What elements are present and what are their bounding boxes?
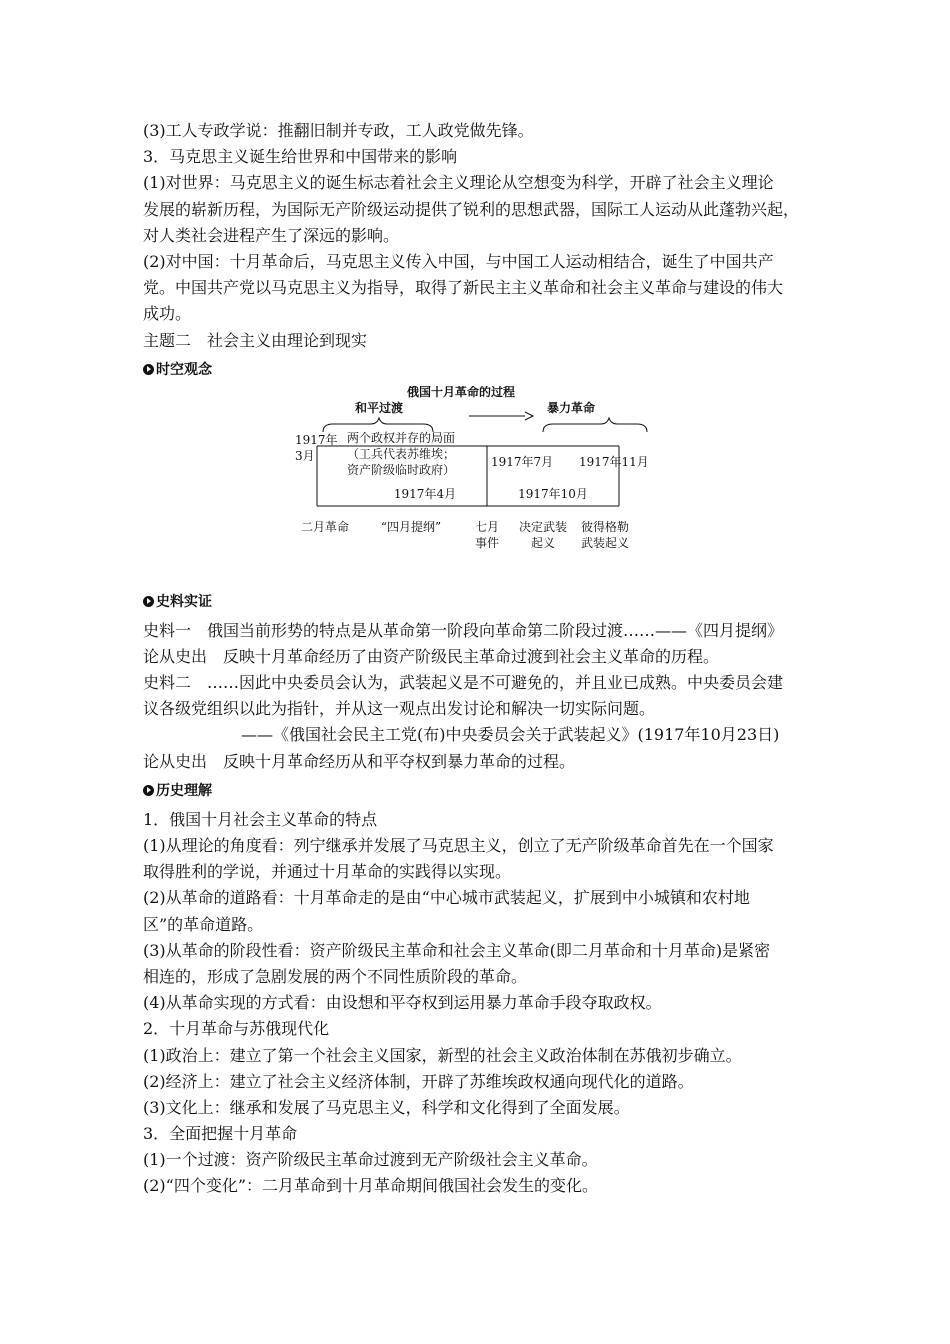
text-line: 论从史出 反映十月革命经历从和平夺权到暴力革命的过程。: [143, 751, 576, 771]
text-line: (1)政治上：建立了第一个社会主义国家，新型的社会主义政治体制在苏俄初步确立。: [143, 1045, 742, 1065]
text-line: (2)对中国：十月革命后，马克思主义传入中国，与中国工人运动相结合，诞生了中国共产: [143, 251, 774, 271]
section-heading-label: 历史理解: [156, 782, 212, 799]
right-brace: [543, 418, 647, 432]
text-line: 发展的崭新历程，为国际无产阶级运动提供了锐利的思想武器，国际工人运动从此蓬勃兴起，: [143, 199, 800, 219]
topic-title: 主题二 社会主义由理论到现实: [143, 330, 368, 350]
text-line: (3)从革命的阶段性看：资产阶级民主革命和社会主义革命(即二月革命和十月革命)是紧密: [143, 940, 771, 960]
text-line: 论从史出 反映十月革命经历了由资产阶级民主革命过渡到社会主义革命的历程。: [143, 646, 720, 666]
text-line: 成功。: [143, 304, 192, 324]
text-line: 2．十月革命与苏俄现代化: [143, 1019, 330, 1039]
play-circle-icon: [143, 596, 154, 607]
date-july: 1917年7月: [491, 454, 554, 469]
text-line: 区”的革命道路。: [143, 914, 264, 934]
play-circle-icon: [143, 364, 154, 375]
phase-right-label: 暴力革命: [546, 400, 596, 415]
event-april: “四月提纲”: [380, 519, 442, 534]
phase-arrow-head: [525, 412, 533, 420]
section-heading-understanding: [143, 779, 823, 803]
event-july: 事件: [474, 535, 500, 550]
source-citation: ——《俄国社会民主工党(布)中央委员会关于武装起义》(1917年10月23日): [241, 725, 780, 745]
text-line: 史料二 ……因此中央委员会认为，武装起义是不可避免的，并且业已成熟。中央委员会建: [143, 673, 784, 693]
paragraph-block-2: [143, 618, 823, 775]
left-brace: [323, 418, 433, 432]
event-july: 七月: [474, 519, 500, 534]
paragraph-block-1: [143, 118, 823, 354]
revolution-process-diagram: [143, 386, 823, 586]
section-heading-label: 时空观念: [156, 361, 212, 378]
diagram-title: 俄国十月革命的过程: [406, 385, 516, 399]
diagram-svg: [293, 386, 653, 578]
text-line: (1)从理论的角度看：列宁继承并发展了马克思主义，创立了无产阶级革命首先在一个国家: [143, 836, 774, 855]
text-line: (4)从革命实现的方式看：由设想和平夺权到运用暴力革命手段夺取政权。: [143, 993, 662, 1013]
text-line: (3)文化上：继承和发展了马克思主义，科学和文化得到了全面发展。: [143, 1097, 630, 1117]
dual-power-text: 资产阶级临时政府）: [346, 462, 456, 477]
text-line: 3．马克思主义诞生给世界和中国带来的影响: [143, 147, 458, 167]
date-november: 1917年11月: [579, 454, 649, 469]
date-start: 3月: [295, 448, 315, 463]
section-heading-time-space: [143, 358, 823, 382]
text-line: 3．全面把握十月革命: [143, 1124, 298, 1144]
text-line: (2)从革命的道路看：十月革命走的是由“中心城市武装起义，扩展到中小城镇和农村地: [143, 888, 750, 908]
date-october: 1917年10月: [518, 486, 588, 501]
date-april: 1917年4月: [393, 486, 457, 501]
paragraph-block-3: [143, 807, 823, 1200]
text-line: 对人类社会进程产生了深远的影响。: [143, 225, 400, 245]
event-february: 二月革命: [301, 519, 350, 534]
phase-left-label: 和平过渡: [354, 400, 404, 415]
event-petrograd: 彼得格勒: [580, 519, 630, 534]
section-heading-evidence: [143, 590, 823, 614]
section-heading-label: 史料实证: [156, 593, 212, 610]
event-decide: 起义: [530, 535, 556, 550]
document-body: [143, 118, 823, 1200]
event-decide: 决定武装: [518, 519, 568, 534]
text-line: 1．俄国十月社会主义革命的特点: [143, 809, 378, 829]
event-petrograd: 武装起义: [580, 535, 630, 550]
text-line: 议各级党组织以此为指针，并从这一观点出发讨论和解决一切实际问题。: [143, 699, 656, 719]
dual-power-text: （工兵代表苏维埃；: [346, 446, 456, 461]
text-line: 取得胜利的学说，并通过十月革命的实践得以实现。: [143, 862, 512, 882]
dual-power-text: 两个政权并存的局面: [346, 430, 456, 445]
text-line: (2)“四个变化”：二月革命到十月革命期间俄国社会发生的变化。: [143, 1176, 599, 1196]
text-line: (1)一个过渡：资产阶级民主革命过渡到无产阶级社会主义革命。: [143, 1150, 598, 1170]
play-circle-icon: [143, 785, 154, 796]
text-line: (2)经济上：建立了社会主义经济体制，开辟了苏维埃政权通向现代化的道路。: [143, 1071, 694, 1091]
date-start: 1917年: [295, 432, 338, 447]
text-line: 党。中国共产党以马克思主义为指导，取得了新民主主义革命和社会主义革命与建设的伟大: [143, 278, 784, 298]
text-line: 相连的，形成了急剧发展的两个不同性质阶段的革命。: [143, 966, 528, 986]
text-line: (1)对世界：马克思主义的诞生标志着社会主义理论从空想变为科学，开辟了社会主义理论: [143, 173, 774, 193]
text-line: (3)工人专政学说：推翻旧制并专政，工人政党做先锋。: [143, 121, 534, 140]
text-line: 史料一 俄国当前形势的特点是从革命第一阶段向革命第二阶段过渡……——《四月提纲》: [143, 620, 784, 640]
